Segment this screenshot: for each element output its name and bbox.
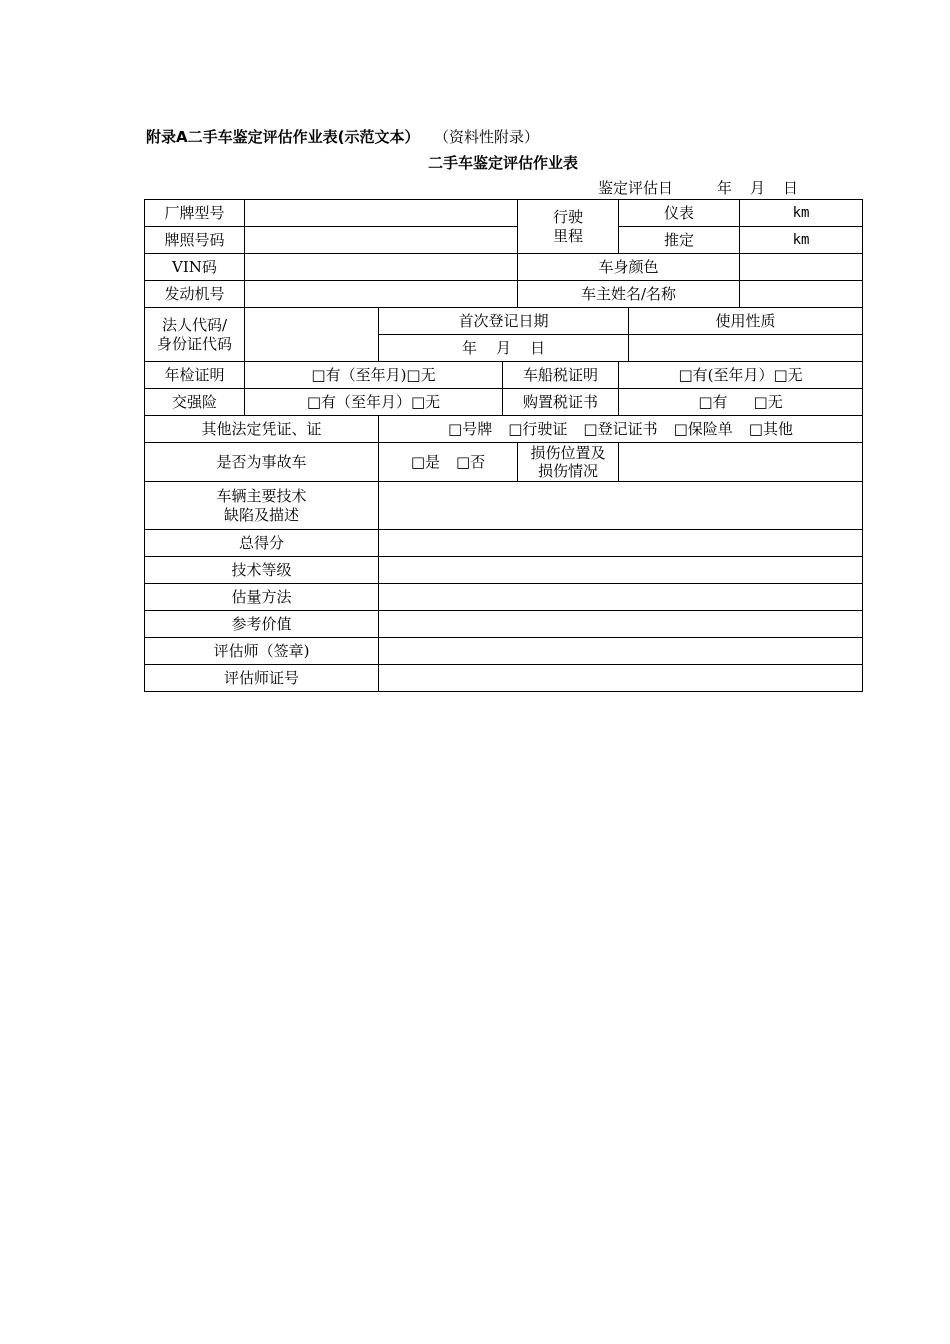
other-docs-options — [379, 416, 863, 443]
appendix-note: （资料性附录） — [441, 128, 539, 146]
annual-inspection-options[interactable]: □有（至年月)□无 — [245, 362, 503, 389]
date-day-label: 日 — [783, 179, 799, 197]
appendix-heading — [146, 126, 539, 147]
appraisal-form-table — [144, 199, 863, 692]
accident-yes-checkbox[interactable]: □是 — [410, 452, 441, 471]
engine-number-field[interactable] — [245, 281, 518, 308]
usage-nature-label: 使用性质 — [629, 308, 863, 335]
legal-id-field[interactable] — [245, 308, 379, 362]
other-docs-insurance-checkbox[interactable]: □保险单 — [673, 419, 733, 438]
brand-model-field[interactable] — [245, 200, 518, 227]
valuation-method-label: 估量方法 — [145, 584, 379, 611]
table-row — [145, 200, 863, 227]
meter-mileage-field[interactable]: km — [740, 200, 863, 227]
table-row — [145, 416, 863, 443]
first-registration-date-field[interactable]: 年 月 日 — [379, 335, 629, 362]
table-row — [145, 584, 863, 611]
table-row — [145, 443, 863, 482]
other-docs-other-checkbox[interactable]: □其他 — [748, 419, 793, 438]
purchase-tax-options — [619, 389, 863, 416]
reference-value-label: 参考价值 — [145, 611, 379, 638]
other-docs-registration-checkbox[interactable]: □登记证书 — [583, 419, 658, 438]
appraisal-date-label: 鉴定评估日 — [598, 179, 674, 197]
accident-vehicle-options — [379, 443, 518, 482]
damage-field[interactable] — [619, 443, 863, 482]
reference-value-field[interactable] — [379, 611, 863, 638]
plate-number-label: 牌照号码 — [145, 227, 245, 254]
total-score-field[interactable] — [379, 530, 863, 557]
annual-inspection-label: 年检证明 — [145, 362, 245, 389]
other-docs-license-checkbox[interactable]: □行驶证 — [508, 419, 568, 438]
table-row — [145, 227, 863, 254]
purchase-tax-label: 购置税证书 — [503, 389, 619, 416]
purchase-tax-yes-checkbox[interactable]: □有 — [698, 392, 728, 411]
accident-vehicle-label: 是否为事故车 — [145, 443, 379, 482]
body-color-label: 车身颜色 — [518, 254, 740, 281]
tech-grade-label: 技术等级 — [145, 557, 379, 584]
table-row — [145, 557, 863, 584]
body-color-field[interactable] — [740, 254, 863, 281]
purchase-tax-no-checkbox[interactable]: □无 — [753, 392, 783, 411]
date-year-label: 年 — [717, 179, 733, 197]
appraiser-signature-field[interactable] — [379, 638, 863, 665]
table-row — [145, 665, 863, 692]
damage-label: 损伤位置及 损伤情况 — [518, 443, 619, 482]
usage-nature-field[interactable] — [629, 335, 863, 362]
meter-label: 仪表 — [619, 200, 740, 227]
appraiser-cert-field[interactable] — [379, 665, 863, 692]
engine-number-label: 发动机号 — [145, 281, 245, 308]
estimated-label: 推定 — [619, 227, 740, 254]
table-row — [145, 308, 863, 335]
other-docs-plate-checkbox[interactable]: □号牌 — [448, 419, 493, 438]
vessel-tax-label: 车船税证明 — [503, 362, 619, 389]
plate-number-field[interactable] — [245, 227, 518, 254]
estimated-mileage-field[interactable]: km — [740, 227, 863, 254]
form-title: 二手车鉴定评估作业表 — [427, 154, 578, 172]
compulsory-insurance-label: 交强险 — [145, 389, 245, 416]
table-row — [145, 611, 863, 638]
total-score-label: 总得分 — [145, 530, 379, 557]
appendix-title: 附录A二手车鉴定评估作业表(示范文本） — [146, 128, 420, 146]
mileage-label: 行驶 里程 — [518, 200, 619, 254]
table-row — [145, 530, 863, 557]
appraiser-cert-label: 评估师证号 — [145, 665, 379, 692]
first-registration-label: 首次登记日期 — [379, 308, 629, 335]
legal-id-label: 法人代码/ 身份证代码 — [145, 308, 245, 362]
table-row — [145, 482, 863, 530]
owner-name-label: 车主姓名/名称 — [518, 281, 740, 308]
compulsory-insurance-options[interactable]: □有（至年月）□无 — [245, 389, 503, 416]
appraiser-signature-label: 评估师（签章) — [145, 638, 379, 665]
table-row — [145, 254, 863, 281]
accident-no-checkbox[interactable]: □否 — [456, 452, 486, 471]
table-row — [145, 281, 863, 308]
vin-label: VIN码 — [145, 254, 245, 281]
appraisal-date-line — [598, 177, 798, 198]
brand-model-label: 厂牌型号 — [145, 200, 245, 227]
table-row — [145, 389, 863, 416]
vessel-tax-options[interactable]: □有(至年月）□无 — [619, 362, 863, 389]
tech-grade-field[interactable] — [379, 557, 863, 584]
valuation-method-field[interactable] — [379, 584, 863, 611]
date-month-label: 月 — [750, 179, 766, 197]
table-row — [145, 638, 863, 665]
defects-label: 车辆主要技术 缺陷及描述 — [145, 482, 379, 530]
owner-name-field[interactable] — [740, 281, 863, 308]
table-row — [145, 362, 863, 389]
other-docs-label: 其他法定凭证、证 — [145, 416, 379, 443]
vin-field[interactable] — [245, 254, 518, 281]
defects-field[interactable] — [379, 482, 863, 530]
